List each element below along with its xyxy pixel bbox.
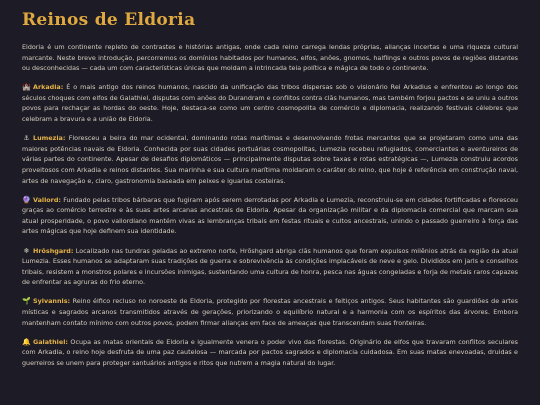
kingdom-paragraph [22, 82, 518, 124]
kingdom-name: Sylvannis: [33, 297, 71, 306]
kingdom-description: Localizado nas tundras geladas ao extremo norte, Hrōshgard abriga clãs humanos que foram expulsos milênios atrás da região da atual Lumezia. Esses humanos se adaptaram suas tradições de guerra e sobrevivência às condições implacáveis de neve e gelo. Divididos em jarls e conselhos tribais, resistem a monstros polares e incursões inimigas, sustentando uma cultura de honra, pesca nas águas congeladas e forja de metais raros capazes de enfrentar as agruras do frio eterno. [22, 246, 518, 287]
bell-icon: 🔔 [22, 337, 31, 346]
kingdom-name: Arkadia: [33, 83, 64, 92]
kingdom-name: Lumezia: [33, 134, 66, 143]
kingdom-description: Ocupa as matas orientais de Eldoria e igualmente venera o poder vivo das florestas. Originário de elfos que travaram conflitos seculares com Arkadia, o reino hoje desfruta de uma paz cautelosa — marcada por pactos sagrados e diplomacia cuidadosa. Em suas matas enevoadas, druidas e guerreiros se unem para proteger santuários antigos e ritos que nutrem a magia natural do lugar. [22, 337, 518, 367]
kingdom-list [22, 82, 518, 368]
kingdom-paragraph [22, 296, 518, 328]
kingdom-description: Reino élfico recluso no noroeste de Eldoria, protegido por florestas ancestrais e feitiços antigos. Seus habitantes são guardiões de artes místicas e sagrados arcanos transmitidos através de gerações, priorizando o equilíbrio natural e a harmonia com os espíritos das árvores. Embora mantenham contato mínimo com outros povos, podem firmar alianças em face de ameaças que transcendam suas fronteiras. [22, 297, 518, 327]
kingdom-name: Galathiel: [33, 337, 68, 346]
page-title: Reinos de Eldoria [22, 10, 196, 30]
snowflake-icon: ❄ [23, 246, 30, 255]
kingdom-name: Vallord: [33, 195, 61, 204]
kingdom-paragraph [22, 195, 518, 237]
crystal-orb-icon: 🔮 [22, 195, 31, 204]
intro-paragraph: Eldoria é um continente repleto de contrastes e histórias antigas, onde cada reino carrega lendas próprias, alianças incertas e uma riqueza cultural marcante. Neste breve introdução, percorremos os domínios habitados por humanos, elfos, anões, gnomos, halflings e outros povos de regiões distantes ou desconhecidas — cada um com características únicas que moldam a intrincada teia política e mágica de todo o continente. [22, 43, 518, 73]
anchor-icon: ⚓ [23, 134, 30, 143]
kingdom-paragraph [22, 246, 518, 288]
sprout-icon: 🌱 [22, 297, 31, 306]
kingdom-description: Floresceu a beira do mar ocidental, dominando rotas marítimas e desenvolvendo frotas mercantes que se projetaram como uma das maiores potências navais de Eldoria. Conhecida por suas cidades portuárias cosmopolitas, Lumezia recebeu refugiados, comerciantes e aventureiros de várias partes do continente. Apesar de desafios diplomáticos — principalmente disputas sobre taxas e rotas estratégicas —, Lumezia construiu acordos proveitosos com Arkadia e reinos distantes. Sua marinha e sua cultura marítima moldaram o caráter do reino, que hoje é referência em construção naval, artes de navegação e, claro, gastronomia baseada em peixes e iguarias costeiras. [22, 134, 518, 185]
castle-icon: 🏰 [22, 83, 31, 92]
kingdom-paragraph [22, 133, 518, 186]
kingdom-description: É o mais antigo dos reinos humanos, nascido da unificação das tribos dispersas sob o visionário Rei Arkadius e enfrentou ao longo dos séculos choques com elfos de Galathiel, disputas com anões do Durandram e conflitos contra clãs humanos, mas também forjou pactos e se uniu a outros povos para rechaçar as hordas do oeste. Hoje, destaca-se como um centro cosmopolita de comércio e diplomacia, realizando festivais célebres que celebram a bravura e a união de Eldoria. [22, 83, 518, 124]
kingdom-paragraph [22, 337, 518, 369]
kingdom-name: Hrōshgard: [33, 246, 74, 255]
kingdom-description: Fundado pelas tribos bárbaras que fugiram após serem derrotadas por Arkadia e Lumezia, reconstruiu-se em cidades fortificadas e floresceu graças ao comércio terrestre e às suas artes arcanas ancestrais de Eldoria. Apesar da organização militar e da diplomacia comercial que marcam sua atual prosperidade, o povo vallordiano mantém vivas as lembranças tribais em festas rituais e cultos ancestrais, unindo o passado guerreiro à força das artes mágicas que hoje definem sua identidade. [22, 195, 518, 236]
